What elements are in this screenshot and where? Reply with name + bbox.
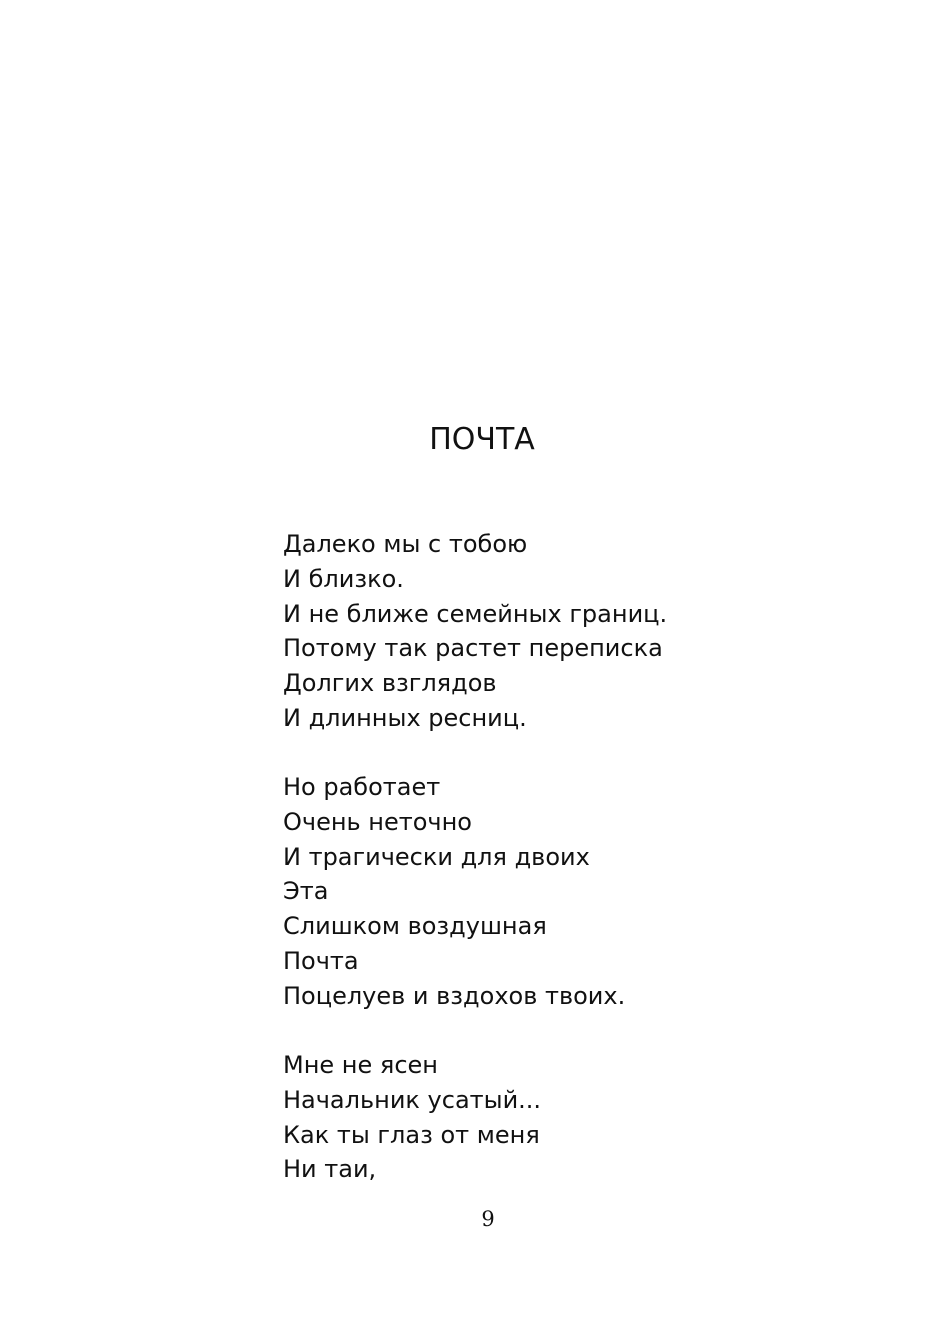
poem-line: Потому так растет переписка	[283, 634, 663, 663]
poem-line: И длинных ресниц.	[283, 703, 527, 732]
poem-line: Мне не ясен	[283, 1051, 438, 1079]
poem-line: Начальник усатый...	[283, 1085, 542, 1114]
poem-line: Как ты глаз от меня	[283, 1120, 540, 1149]
poem-line: Но работает	[283, 773, 441, 801]
stanza-3	[283, 1048, 843, 1187]
poem-line: Далеко мы с тобою	[283, 530, 528, 558]
poem-line: И трагически для двоих	[283, 842, 590, 871]
poem-line: Поцелуев и вздохов твоих.	[283, 981, 626, 1010]
poem-title: ПОЧТА	[429, 422, 535, 457]
poem-line: Слишком воздушная	[283, 912, 547, 941]
poem-line: Долгих взглядов	[283, 669, 497, 698]
poem-line: И близко.	[283, 564, 404, 593]
poem-line: Очень неточно	[283, 807, 472, 836]
poem-line: Эта	[283, 877, 329, 906]
poem-line: И не ближе семейных границ.	[283, 599, 668, 628]
poem-line: Почта	[283, 946, 359, 975]
poem-line: Ни таи,	[283, 1155, 377, 1184]
stanza-1	[283, 527, 843, 736]
stanza-2	[283, 770, 843, 1014]
page-number: 9	[481, 1207, 495, 1231]
